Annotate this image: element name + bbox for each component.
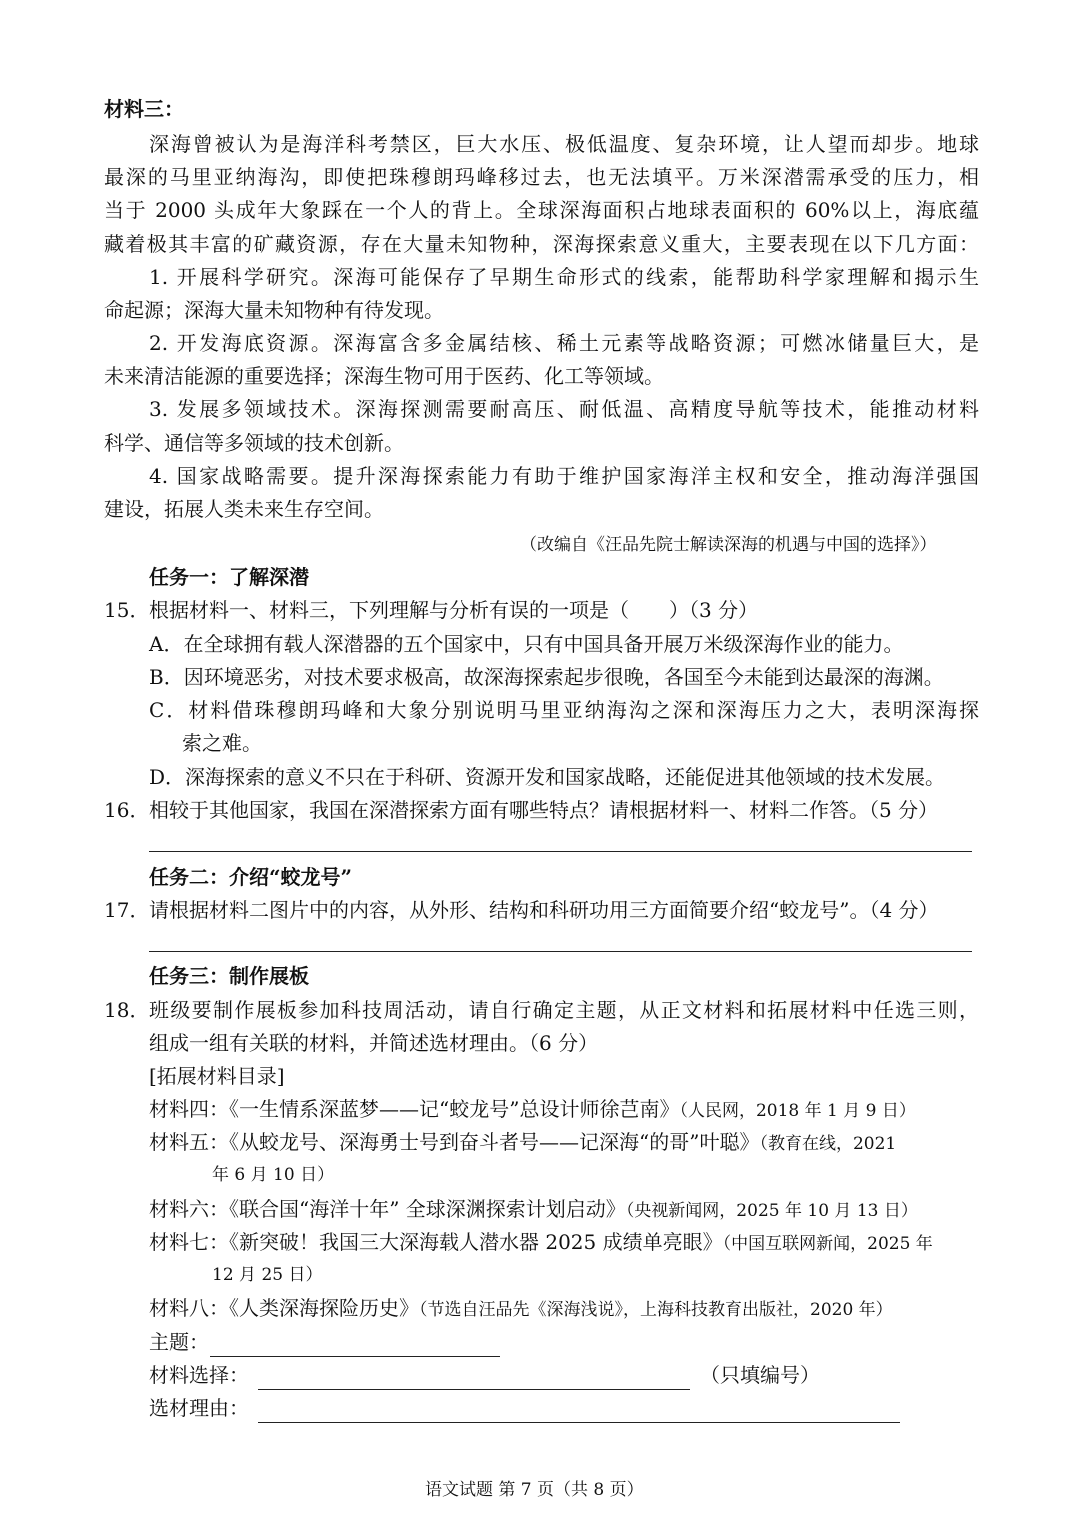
material3-intro-line-1: 深海曾被认为是海洋科考禁区，巨大水压、极低温度、复杂环境，让人望而却步。地球 xyxy=(149,132,979,156)
catalog-item-6-source: （央视新闻网，2025 年 10 月 13 日） xyxy=(625,1201,918,1221)
catalog-item-7-source: （中国互联网新闻，2025 年 xyxy=(722,1234,933,1254)
material3-point-4-line-2: 建设，拓展人类未来生存空间。 xyxy=(104,497,384,521)
catalog-label: [拓展材料目录] xyxy=(149,1064,285,1088)
material3-heading: 材料三： xyxy=(104,97,184,121)
theme-answer-line[interactable] xyxy=(210,1356,500,1357)
catalog-item-5-source: （教育在线，2021 xyxy=(759,1134,897,1154)
q15-option-c: C．材料借珠穆朗玛峰和大象分别说明马里亚纳海沟之深和深海压力之大，表明深海探 xyxy=(149,698,979,722)
material-select-answer-line[interactable] xyxy=(258,1389,690,1390)
q16-stem: 相较于其他国家，我国在深潜探索方面有哪些特点？请根据材料一、材料二作答。（5 分） xyxy=(149,798,939,822)
q15-option-c-cont: 索之难。 xyxy=(182,731,262,755)
q15-option-a: A．在全球拥有载人深潜器的五个国家中，只有中国具备开展万米级深海作业的能力。 xyxy=(149,632,904,656)
material3-point-4-line-1: 4. 国家战略需要。提升深海探索能力有助于维护国家海洋主权和安全，推动海洋强国 xyxy=(149,464,979,488)
material3-point-2-line-1: 2. 开发海底资源。深海富含多金属结核、稀土元素等战略资源；可燃冰储量巨大，是 xyxy=(149,331,979,355)
q17-number: 17． xyxy=(104,898,150,922)
q15-stem: 根据材料一、材料三，下列理解与分析有误的一项是（ ）（3 分） xyxy=(149,598,759,622)
q15-option-b: B．因环境恶劣，对技术要求极高，故深海探索起步很晚，各国至今未能到达最深的海渊。 xyxy=(149,665,944,689)
q17-answer-line[interactable] xyxy=(149,951,972,952)
q18-number: 18． xyxy=(104,998,150,1022)
catalog-item-8-source: （节选自汪品先《深海浅说》，上海科技教育出版社，2020 年） xyxy=(419,1300,893,1320)
catalog-item-8-title: 材料八：《人类深海探险历史》 xyxy=(149,1296,419,1320)
catalog-item-5-title: 材料五：《从蛟龙号、深海勇士号到奋斗者号——记深海“的哥”叶聪》 xyxy=(149,1130,760,1154)
catalog-item-8 xyxy=(149,1295,893,1323)
material3-point-2-line-2: 未来清洁能源的重要选择；深海生物可用于医药、化工等领域。 xyxy=(104,364,664,388)
q15-option-d: D．深海探索的意义不只在于科研、资源开发和国家战略，还能促进其他领域的技术发展。 xyxy=(149,765,946,789)
material3-intro-line-3: 当于 2000 头成年大象踩在一个人的背上。全球深海面积占地球表面积的 60%以上，海底蕴 xyxy=(104,198,979,222)
catalog-item-4-source: （人民网，2018 年 1 月 9 日） xyxy=(679,1101,916,1121)
catalog-item-7-title: 材料七：《新突破！我国三大深海载人潜水器 2025 成绩单亮眼》 xyxy=(149,1230,723,1254)
q17-stem: 请根据材料二图片中的内容，从外形、结构和科研功用三方面简要介绍“蛟龙号”。（4 分） xyxy=(149,898,939,922)
q16-answer-line[interactable] xyxy=(149,851,972,852)
catalog-item-4-title: 材料四：《一生情系深蓝梦——记“蛟龙号”总设计师徐芑南》 xyxy=(149,1097,680,1121)
material3-point-1-line-1: 1. 开展科学研究。深海可能保存了早期生命形式的线索，能帮助科学家理解和揭示生 xyxy=(149,265,979,289)
material-select-label: 材料选择： xyxy=(149,1363,249,1387)
q18-stem-line-1: 班级要制作展板参加科技周活动，请自行确定主题，从正文材料和拓展材料中任选三则， xyxy=(149,998,979,1022)
catalog-item-6-title: 材料六：《联合国“海洋十年” 全球深渊探索计划启动》 xyxy=(149,1197,626,1221)
material3-intro-line-2: 最深的马里亚纳海沟，即使把珠穆朗玛峰移过去，也无法填平。万米深潜需承受的压力，相 xyxy=(104,165,979,189)
task3-title: 任务三：制作展板 xyxy=(149,964,309,988)
task2-title: 任务二：介绍“蛟龙号” xyxy=(149,865,353,889)
catalog-item-6 xyxy=(149,1196,918,1224)
catalog-item-5-source-cont: 年 6 月 10 日） xyxy=(212,1165,335,1185)
catalog-item-4 xyxy=(149,1096,916,1124)
task1-title: 任务一：了解深潜 xyxy=(149,565,309,589)
theme-label: 主题： xyxy=(149,1330,209,1354)
material3-point-3-line-1: 3. 发展多领域技术。深海探测需要耐高压、耐低温、高精度导航等技术，能推动材料 xyxy=(149,397,979,421)
q15-number: 15． xyxy=(104,598,150,622)
material3-point-1-line-2: 命起源；深海大量未知物种有待发现。 xyxy=(104,298,444,322)
material3-source: （改编自《汪品先院士解读深海的机遇与中国的选择》） xyxy=(520,535,937,555)
material3-point-3-line-2: 科学、通信等多领域的技术创新。 xyxy=(104,431,404,455)
catalog-item-5 xyxy=(149,1129,896,1157)
reason-label: 选材理由： xyxy=(149,1396,249,1420)
q18-stem-line-2: 组成一组有关联的材料，并简述选材理由。（6 分） xyxy=(149,1031,599,1055)
material-select-hint: （只填编号） xyxy=(700,1363,820,1387)
catalog-item-7-source-cont: 12 月 25 日） xyxy=(212,1265,323,1285)
q16-number: 16． xyxy=(104,798,150,822)
page-footer: 语文试题 第 7 页（共 8 页） xyxy=(425,1480,644,1500)
catalog-item-7 xyxy=(149,1229,933,1257)
material3-intro-line-4: 藏着极其丰富的矿藏资源，存在大量未知物种，深海探索意义重大，主要表现在以下几方面： xyxy=(104,232,979,256)
reason-answer-line[interactable] xyxy=(258,1422,900,1423)
